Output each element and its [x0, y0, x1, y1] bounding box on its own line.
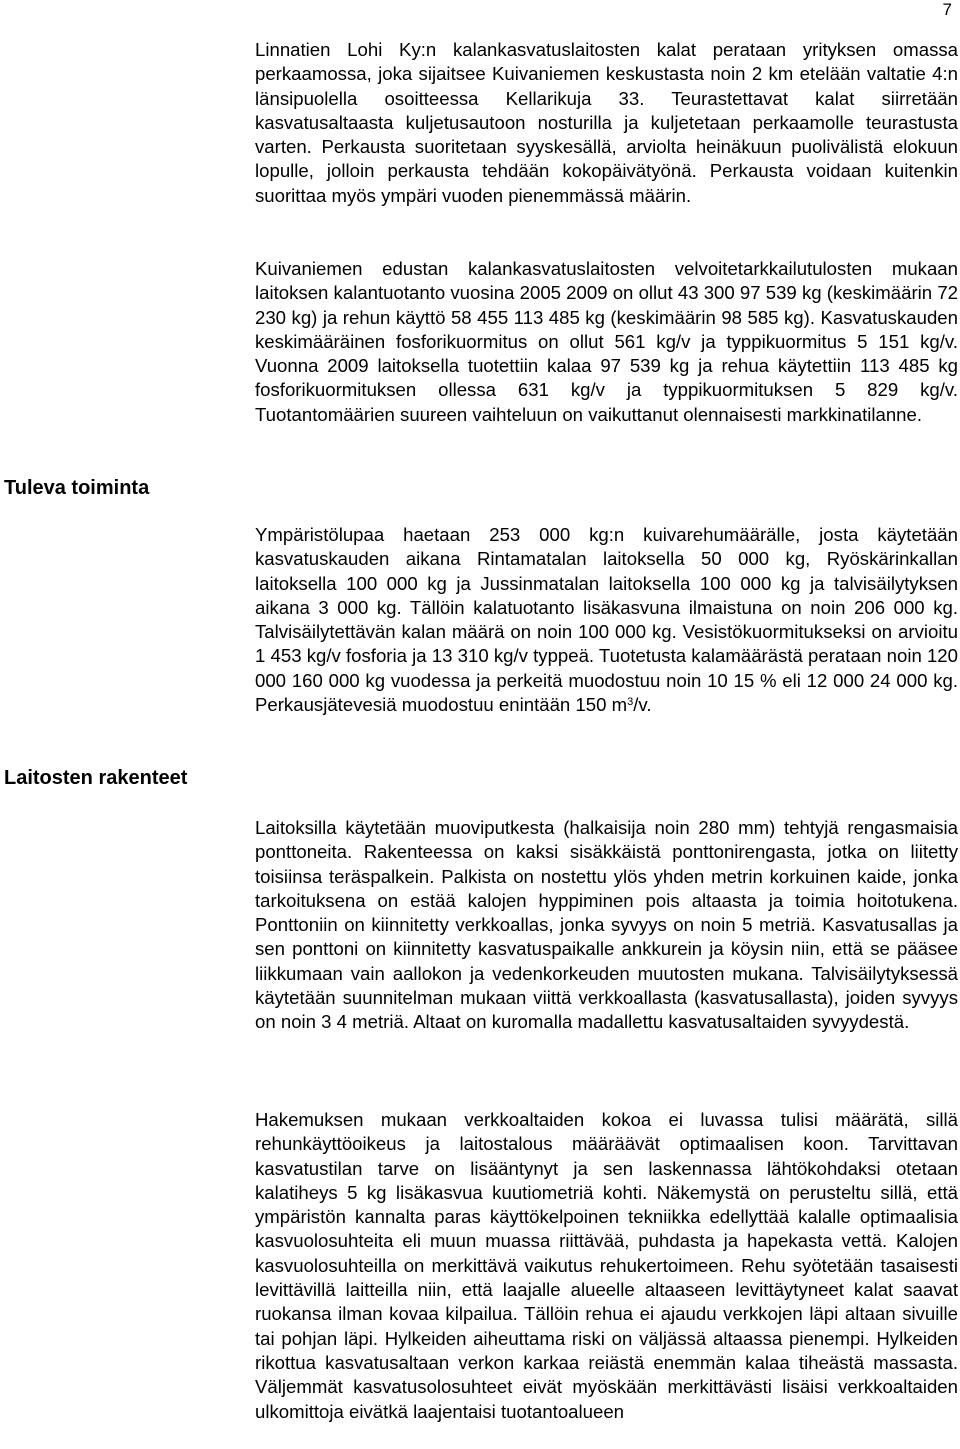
section-heading-future: Tuleva toiminta: [4, 477, 150, 499]
paragraph-structures: Laitoksilla käytetään muoviputkesta (halkaisija noin 280 mm) tehtyjä rengasmaisia ponttoneita. Rakenteessa on kaksi sisäkkäistä ponttonirengasta, jotka on liitetty toisiinsa teräspalkein. Palkista on nostettu ylös yhden metrin korkuinen kaide, jonka tarkoituksena on estää kalojen hyppiminen pois altaasta ja toimia hoitotukena. Ponttoniin on kiinnitetty verkkoallas, jonka syvyys on noin 5 metriä. Kasvatusallas ja sen ponttoni on kiinnitetty kasvatuspaikalle ankkurein ja köysin niin, että se pääsee liikkumaan vain aallokon ja vedenkorkeuden muutosten mukana. Talvisäilytyksessä käytetään suunnitelman mukaan viittä verkkoallasta (kasvatusallasta), joiden syvyys on noin 3 4 metriä. Altaat on kuromalla madallettu kasvatusaltaiden syvyydestä.: [255, 817, 958, 1033]
paragraph-net-pen-size: Hakemuksen mukaan verkkoaltaiden kokoa ei luvassa tulisi määrätä, sillä rehunkäyttöoikeus ja laitostalous määräävät optimaalisen koon. Tarvittavan kasvatustilan tarve on lisääntynyt ja sen laskennassa lähtökohdaksi otetaan kalatiheys 5 kg lisäkasvua kuutiometriä kohti. Näkemystä on perusteltu sillä, että ympäristön kannalta paras käyttökelpoinen tekniikka edellyttää kalalle optimaalisia kasvuolosuhteita eli muun muassa riittävää, puhdasta ja hapekasta vettä. Kalojen kasvuolosuhteilla on merkittävä vaikutus rehukertoimeen. Rehu syötetään tasaisesti levittävillä laitteilla niin, että laajalle alueelle altaaseen levittäytyneet kalat saavat ruokansa ilman kovaa kilpailua. Tällöin rehua ei ajaudu verkkojen läpi altaan sivuille tai pohjan läpi. Hylkeiden aiheuttama riski on väljässä altaassa pienempi. Hylkeiden rikottua kasvatusaltaan verkon karkaa reiästä enemmän kalaa tiheästä massasta. Väljemmät kasvatusolosuhteet eivät myöskään merkittävästi lisäisi verkkoaltaiden ulkomittoja eivätkä laajentaisi tuotantoalueen: [255, 1109, 958, 1422]
paragraph-processing: Linnatien Lohi Ky:n kalankasvatuslaitosten kalat perataan yrityksen omassa perkaamossa, joka sijaitsee Kuivaniemen keskustasta noin 2 km etelään valtatie 4:n länsipuolella osoitteessa Kellarikuja 33. Teurastettavat kalat siirretään kasvatusaltaasta kuljetusautoon nosturilla ja kuljetetaan perkaamolle teurastusta varten. Perkausta suoritetaan syyskesällä, arviolta heinäkuun puolivälistä elokuun lopulle, jolloin perkausta tehdään kokopäivätyönä. Perkausta voidaan kuitenkin suorittaa myös ympäri vuoden pienemmässä määrin.: [255, 39, 958, 206]
paragraph-permit-unit: /v.: [633, 694, 652, 716]
paragraph-production-history: Kuivaniemen edustan kalankasvatuslaitosten velvoitetarkkailutulosten mukaan laitoksen kalantuotanto vuosina 2005 2009 on ollut 43 300 97 539 kg (keskimäärin 72 230 kg) ja rehun käyttö 58 455 113 485 kg (keskimäärin 98 585 kg). Kasvatuskauden keskimääräinen fosforikuormitus on ollut 561 kg/v ja typpikuormitus 5 151 kg/v. Vuonna 2009 laitoksella tuotettiin kalaa 97 539 kg ja rehua käytettiin 113 485 kg fosforikuormituksen ollessa 631 kg/v ja typpikuormituksen 5 829 kg/v. Tuotantomäärien suureen vaihteluun on vaikuttanut olennaisesti markkinatilanne.: [255, 258, 958, 425]
section-heading-structures: Laitosten rakenteet: [4, 767, 188, 789]
page-number: 7: [942, 0, 952, 19]
paragraph-permit-text: Ympäristölupaa haetaan 253 000 kg:n kuivarehumäärälle, josta käytetään kasvatuskauden aikana Rintamatalan laitoksella 50 000 kg, Ryöskärinkallan laitoksella 100 000 kg ja Jussinmatalan laitoksella 100 000 kg ja talvisäilytyksen aikana 3 000 kg. Tällöin kalatuotanto lisäkasvuna ilmaistuna on noin 206 000 kg. Talvisäilytettävän kalan määrä on noin 100 000 kg. Vesistökuormitukseksi on arvioitu 1 453 kg/v fosforia ja 13 310 kg/v typpeä. Tuotetusta kalamäärästä perataan noin 120 000 160 000 kg vuodessa ja perkeitä muodostuu noin 10 15 % eli 12 000 24 000 kg. Perkausjätevesiä muodostuu enintään 150 m: [255, 524, 958, 716]
paragraph-permit-application: [255, 523, 958, 717]
superscript-3: 3: [627, 696, 634, 709]
